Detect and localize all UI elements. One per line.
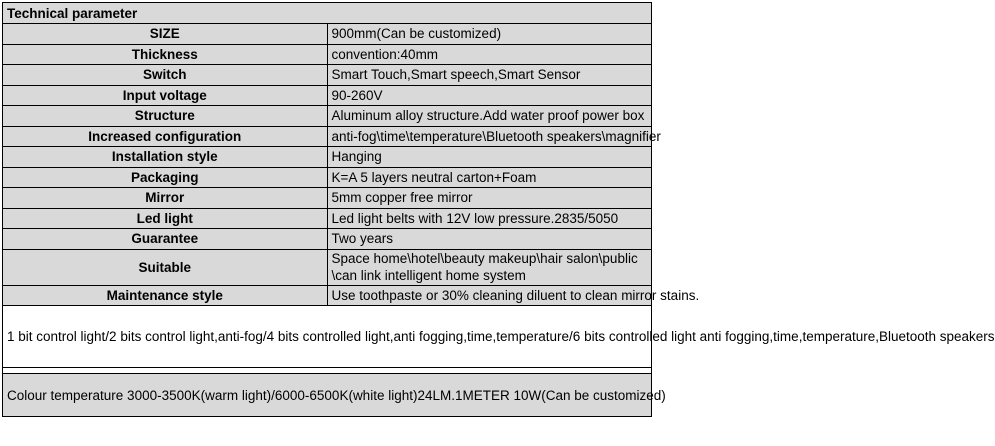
table-row	[3, 106, 652, 127]
row-key-installation-style: Installation style	[3, 147, 328, 168]
row-value-packaging: K=A 5 layers neutral carton+Foam	[327, 167, 652, 188]
row-value-structure: Aluminum alloy structure.Add water proof power box	[327, 106, 652, 127]
table-row	[3, 126, 652, 147]
row-key-thickness: Thickness	[3, 44, 328, 65]
table-row	[3, 208, 652, 229]
control-note: 1 bit control light/2 bits control light,anti-fog/4 bits controlled light,anti fogging,time,temperature/6 bits controlled light anti fogging,time,temperature,Bluetooth speakers	[3, 306, 652, 368]
colour-note-row	[3, 374, 652, 417]
table-row	[3, 44, 652, 65]
suitable-line-2: \can link intelligent home system	[331, 268, 526, 283]
row-key-suitable: Suitable	[3, 249, 328, 285]
row-key-size: SIZE	[3, 24, 328, 45]
row-key-guarantee: Guarantee	[3, 229, 328, 250]
suitable-line-1: Space home\hotel\beauty makeup\hair salon\public	[331, 251, 638, 266]
row-value-installation-style: Hanging	[327, 147, 652, 168]
row-key-mirror: Mirror	[3, 188, 328, 209]
table-row	[3, 147, 652, 168]
table-row	[3, 249, 652, 285]
table-row	[3, 65, 652, 86]
row-value-suitable	[327, 249, 652, 285]
row-key-packaging: Packaging	[3, 167, 328, 188]
row-key-increased-configuration: Increased configuration	[3, 126, 328, 147]
row-key-maintenance-style: Maintenance style	[3, 285, 328, 306]
colour-note: Colour temperature 3000-3500K(warm light)/6000-6500K(white light)24LM.1METER 10W(Can be customized)	[3, 374, 652, 417]
row-value-size: 900mm(Can be customized)	[327, 24, 652, 45]
table-row	[3, 24, 652, 45]
row-value-led-light: Led light belts with 12V low pressure.2835/5050	[327, 208, 652, 229]
control-note-row	[3, 306, 652, 368]
row-key-structure: Structure	[3, 106, 328, 127]
row-value-guarantee: Two years	[327, 229, 652, 250]
row-value-maintenance-style: Use toothpaste or 30% cleaning diluent to clean mirror stains.	[327, 285, 652, 306]
technical-parameter-table	[2, 2, 995, 417]
row-key-input-voltage: Input voltage	[3, 85, 328, 106]
table-row	[3, 188, 652, 209]
table-row	[3, 229, 652, 250]
row-value-switch: Smart Touch,Smart speech,Smart Sensor	[327, 65, 652, 86]
row-key-led-light: Led light	[3, 208, 328, 229]
table-row	[3, 285, 652, 306]
row-value-thickness: convention:40mm	[327, 44, 652, 65]
table-row	[3, 167, 652, 188]
row-key-switch: Switch	[3, 65, 328, 86]
row-value-input-voltage: 90-260V	[327, 85, 652, 106]
table-title: Technical parameter	[3, 3, 652, 24]
table-row	[3, 85, 652, 106]
row-value-mirror: 5mm copper free mirror	[327, 188, 652, 209]
row-value-increased-configuration: anti-fog\time\temperature\Bluetooth speakers\magnifier	[327, 126, 652, 147]
